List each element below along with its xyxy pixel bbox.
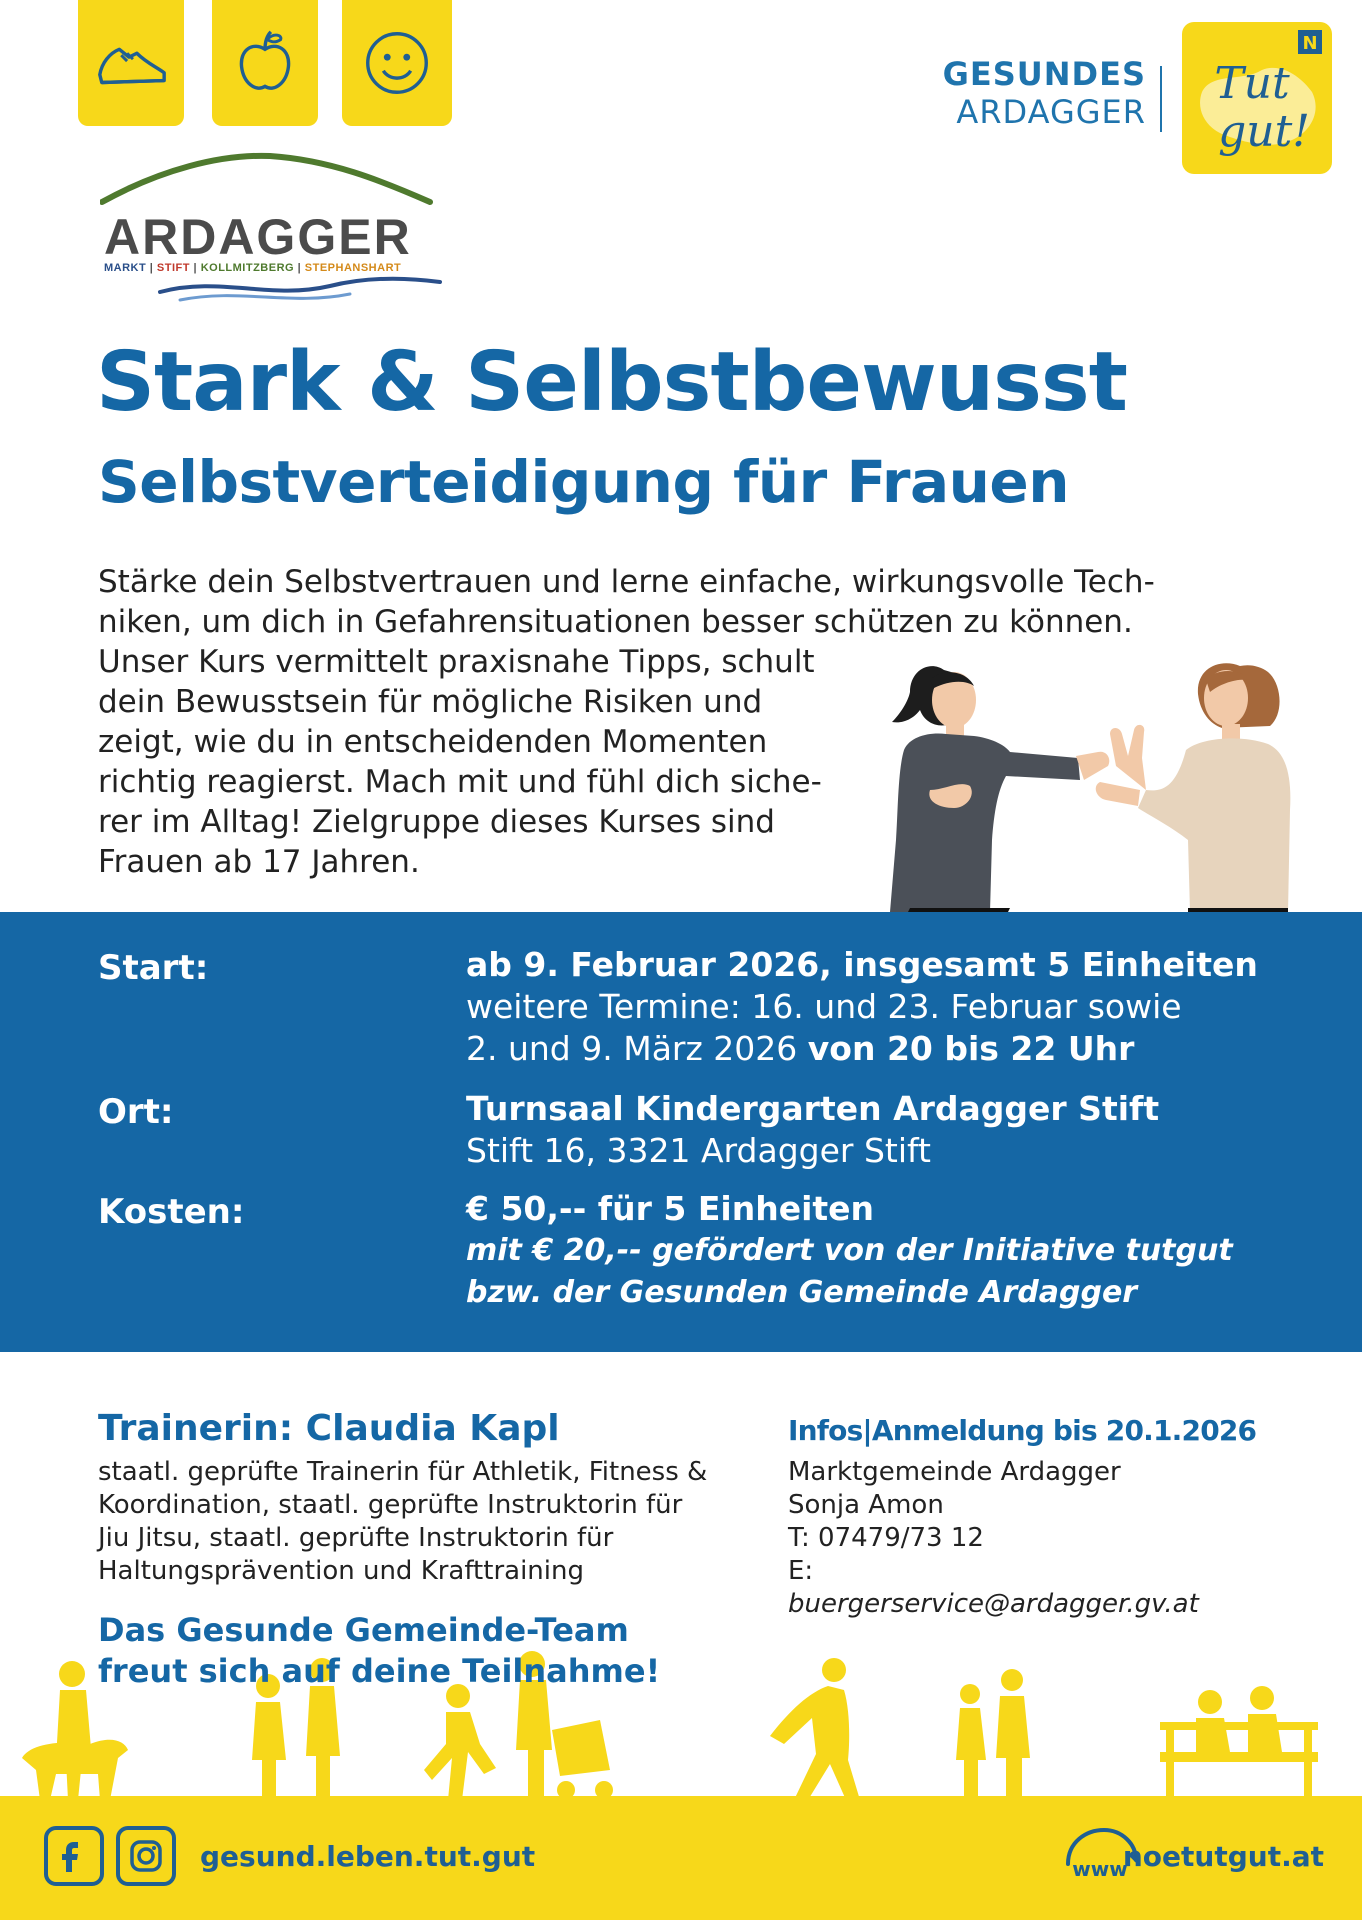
tutgut-word-1: Tut: [1214, 58, 1290, 109]
intro-line: dein Bewusstsein für mögliche Risiken und: [98, 684, 763, 720]
intro-line: Unser Kurs vermittelt praxisnahe Tipps, schult: [98, 644, 815, 680]
apple-icon: [226, 24, 304, 102]
intro-line: niken, um dich in Gefahrensituationen besser schützen zu können.: [98, 604, 1133, 640]
trainer-line: staatl. geprüfte Trainerin für Athletik, Fitness &: [98, 1457, 708, 1487]
brand-line1: GESUNDES: [942, 55, 1146, 93]
tile-running-shoe: [78, 0, 184, 126]
info-email-prefix: E:: [788, 1556, 814, 1586]
sub-kollmitzberg: KOLLMITZBERG: [200, 262, 295, 274]
intro-line: zeigt, wie du in entscheidenden Momenten: [98, 724, 768, 760]
sub-stephanshart: STEPHANSHART: [304, 262, 402, 274]
start-value: [466, 944, 1258, 1070]
ort-value: [466, 1088, 1159, 1172]
trainer-line: Jiu Jitsu, staatl. geprüfte Instruktorin für: [98, 1523, 614, 1553]
noe-badge: N: [1302, 33, 1318, 54]
running-shoe-icon: [92, 24, 170, 102]
page-subtitle: Selbstverteidigung für Frauen: [98, 448, 1070, 516]
social-icons: [44, 1826, 176, 1886]
intro-line: Stärke dein Selbstvertrauen und lerne einfache, wirkungsvolle Tech-: [98, 564, 1155, 600]
kosten-line1: € 50,-- für 5 Einheiten: [466, 1189, 875, 1228]
trainer-heading: Trainerin: Claudia Kapl: [98, 1408, 560, 1449]
start-line1: ab 9. Februar 2026, insgesamt 5 Einheiten: [466, 945, 1258, 984]
ort-line1: Turnsaal Kindergarten Ardagger Stift: [466, 1089, 1160, 1128]
ort-label: Ort:: [98, 1092, 174, 1132]
ort-line2: Stift 16, 3321 Ardagger Stift: [466, 1131, 931, 1170]
social-handle[interactable]: gesund.leben.tut.gut: [200, 1840, 536, 1873]
tutgut-word-2: gut!: [1218, 106, 1310, 157]
team-message: [98, 1610, 660, 1692]
start-line2: weitere Termine: 16. und 23. Februar sowie: [466, 987, 1182, 1026]
ardagger-wordmark: ARDAGGER: [104, 209, 412, 265]
ardagger-logo: [100, 150, 450, 310]
intro-line: richtig reagierst. Mach mit und fühl dich siche-: [98, 764, 822, 800]
kosten-line2: mit € 20,-- gefördert von der Initiative tutgut: [466, 1233, 1233, 1268]
page-title: Stark & Selbstbewusst: [96, 335, 1127, 430]
tile-apple: [212, 0, 318, 126]
tutgut-logo-art: [1182, 22, 1332, 174]
team-line: Das Gesunde Gemeinde-Team: [98, 1611, 629, 1649]
sub-markt: MARKT: [104, 262, 147, 274]
www-label: www: [1072, 1857, 1128, 1881]
info-contact: [788, 1456, 1199, 1621]
self-defense-illustration: [870, 640, 1330, 912]
kosten-label: Kosten:: [98, 1192, 245, 1232]
instagram-icon[interactable]: [116, 1826, 176, 1886]
intro-line: rer im Alltag! Zielgruppe dieses Kurses sind: [98, 804, 775, 840]
team-line: freut sich auf deine Teilnahme!: [98, 1652, 661, 1690]
details-band: [0, 912, 1362, 1352]
info-phone: T: 07479/73 12: [788, 1523, 984, 1553]
brand-line2: ARDAGGER: [956, 93, 1146, 131]
website-link[interactable]: noetutgut.at: [1122, 1840, 1324, 1873]
trainer-description: [98, 1456, 738, 1588]
info-heading: Infos|Anmeldung bis 20.1.2026: [788, 1414, 1257, 1447]
info-email-row: [788, 1555, 1199, 1621]
trainer-line: Haltungsprävention und Krafttraining: [98, 1556, 584, 1586]
tutgut-logo: [1182, 22, 1332, 174]
info-email-link[interactable]: buergerservice@ardagger.gv.at: [788, 1589, 1199, 1619]
kosten-line3: bzw. der Gesunden Gemeinde Ardagger: [466, 1275, 1138, 1310]
trainer-line: Koordination, staatl. geprüfte Instruktorin für: [98, 1490, 683, 1520]
kosten-value: [466, 1188, 1233, 1314]
start-label: Start:: [98, 948, 209, 988]
sub-stift: STIFT: [156, 262, 190, 274]
info-person: Sonja Amon: [788, 1490, 944, 1520]
brand-divider: [1160, 66, 1162, 132]
brand-title: [930, 55, 1146, 131]
intro-line: Frauen ab 17 Jahren.: [98, 844, 420, 880]
facebook-icon[interactable]: [44, 1826, 104, 1886]
start-line3b: von 20 bis 22 Uhr: [807, 1029, 1135, 1068]
ardagger-sub-places: MARKT | STIFT | KOLLMITZBERG | STEPHANSHART: [104, 262, 402, 274]
footer: [0, 1796, 1362, 1920]
tile-smiley: [342, 0, 452, 126]
info-org: Marktgemeinde Ardagger: [788, 1457, 1121, 1487]
smiley-icon: [358, 24, 436, 102]
start-line3a: 2. und 9. März 2026: [466, 1029, 798, 1068]
